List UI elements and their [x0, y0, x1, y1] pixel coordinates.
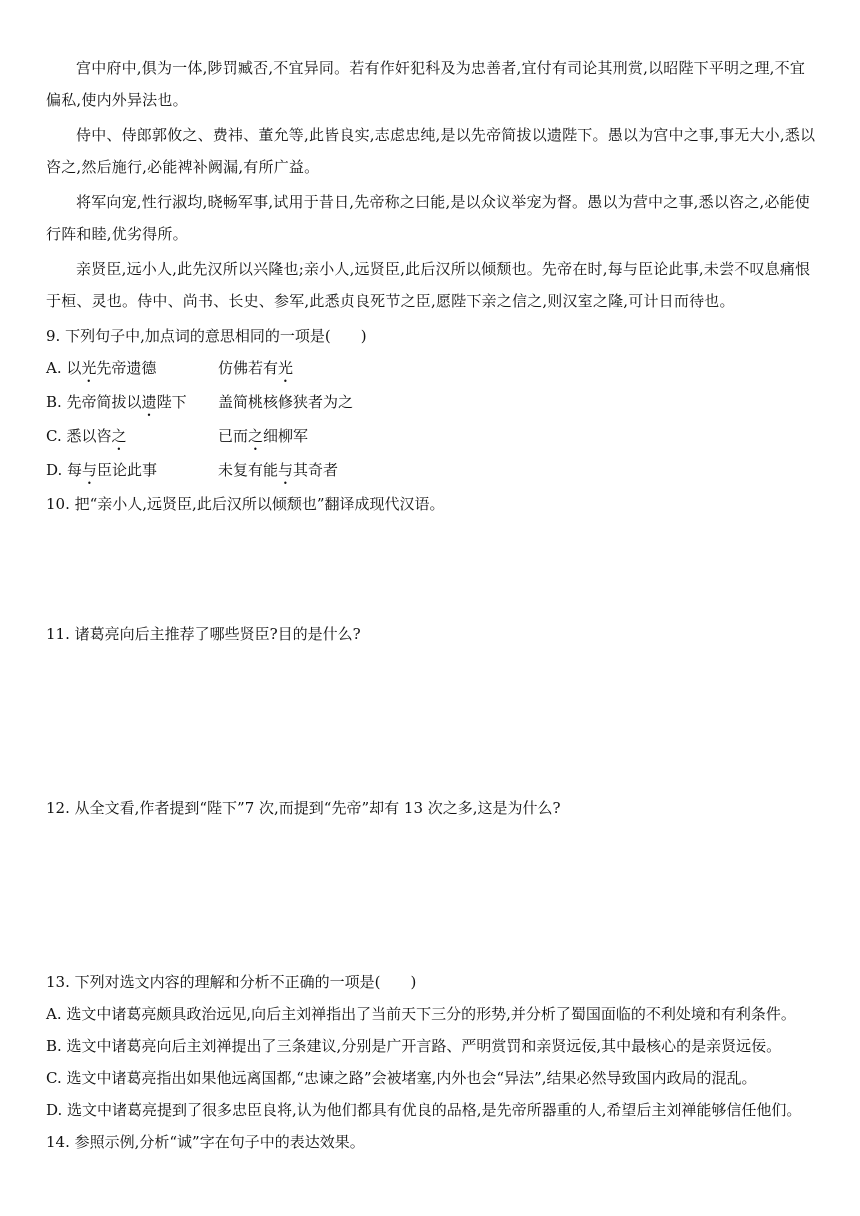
dotted-word: 之 — [111, 427, 127, 445]
question-11: 11. 诸葛亮向后主推荐了哪些贤臣?目的是什么? — [46, 625, 361, 643]
dotted-word: 与 — [278, 461, 294, 479]
question-9-option-d — [46, 454, 816, 488]
dotted-word: 与 — [82, 461, 98, 479]
option-a-left: A. 以光先帝遗德 — [46, 359, 157, 377]
question-13-stem: 13. 下列对选文内容的理解和分析不正确的一项是( ) — [46, 973, 417, 991]
question-9-option-b — [46, 386, 816, 420]
option-c-right: 已而之细柳军 — [218, 427, 309, 445]
passage-paragraph-2: 侍中、侍郎郭攸之、费祎、董允等,此皆良实,志虑忠纯,是以先帝简拔以遗陛下。愚以为宫中之事,事无大小,悉以咨之,然后施行,必能裨补阙漏,有所广益。 — [46, 126, 816, 176]
question-9-option-c — [46, 420, 816, 454]
option-c-left: C. 悉以咨之 — [46, 427, 127, 445]
option-b-right: 盖简桃核修狭者为之 — [218, 393, 354, 411]
question-13-option-d: D. 选文中诸葛亮提到了很多忠臣良将,认为他们都具有优良的品格,是先帝所器重的人,希望后主刘禅能够信任他们。 — [46, 1101, 802, 1119]
question-9-stem: 9. 下列句子中,加点词的意思相同的一项是( ) — [46, 327, 367, 345]
question-12: 12. 从全文看,作者提到“陛下”7 次,而提到“先帝”却有 13 次之多,这是为什么? — [46, 799, 561, 817]
passage-paragraph-1: 宫中府中,俱为一体,陟罚臧否,不宜异同。若有作奸犯科及为忠善者,宜付有司论其刑赏,以昭陛下平明之理,不宜偏私,使内外异法也。 — [46, 59, 806, 109]
document-page — [46, 52, 816, 1158]
answer-space-11 — [46, 650, 816, 792]
dotted-word: 光 — [81, 359, 97, 377]
question-13-option-c: C. 选文中诸葛亮指出如果他远离国都,“忠谏之路”会被堵塞,内外也会“异法”,结果必然导致国内政局的混乱。 — [46, 1069, 757, 1087]
dotted-word: 之 — [248, 427, 264, 445]
option-d-left: D. 每与臣论此事 — [46, 461, 158, 479]
dotted-word: 遗 — [141, 393, 157, 411]
question-13-option-b: B. 选文中诸葛亮向后主刘禅提出了三条建议,分别是广开言路、严明赏罚和亲贤远佞,其中最核心的是亲贤远佞。 — [46, 1037, 782, 1055]
answer-space-10 — [46, 520, 816, 618]
dotted-word: 光 — [278, 359, 294, 377]
passage-paragraph-4: 亲贤臣,远小人,此先汉所以兴隆也;亲小人,远贤臣,此后汉所以倾颓也。先帝在时,每与臣论此事,未尝不叹息痛恨于桓、灵也。侍中、尚书、长史、参军,此悉贞良死节之臣,愿陛下亲之信之,则汉室之隆,可计日而待也。 — [46, 260, 811, 310]
question-13-option-a: A. 选文中诸葛亮颇具政治远见,向后主刘禅指出了当前天下三分的形势,并分析了蜀国面临的不利处境和有利条件。 — [46, 1005, 796, 1023]
question-14: 14. 参照示例,分析“诚”字在句子中的表达效果。 — [46, 1133, 365, 1151]
passage-paragraph-3: 将军向宠,性行淑均,晓畅军事,试用于昔日,先帝称之曰能,是以众议举宠为督。愚以为营中之事,悉以咨之,必能使行阵和睦,优劣得所。 — [46, 193, 810, 243]
question-10: 10. 把“亲小人,远贤臣,此后汉所以倾颓也”翻译成现代汉语。 — [46, 495, 445, 513]
question-9-option-a — [46, 352, 816, 386]
option-a-right: 仿佛若有光 — [218, 359, 294, 377]
option-d-right: 未复有能与其奇者 — [218, 461, 339, 479]
answer-space-12 — [46, 824, 816, 966]
option-b-left: B. 先帝简拔以遗陛下 — [46, 393, 187, 411]
